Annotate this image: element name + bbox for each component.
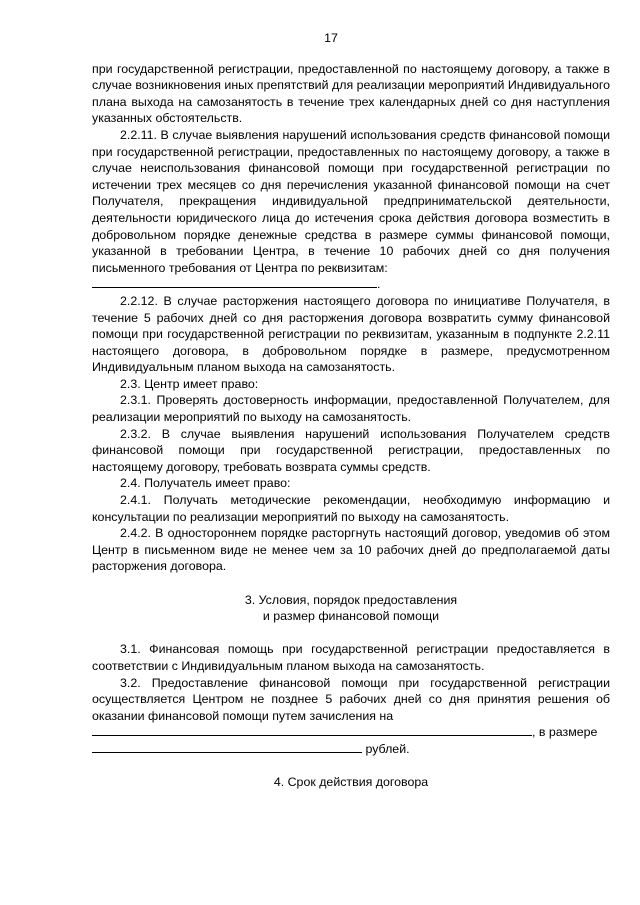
requisites-blank-line: . [92, 276, 610, 293]
account-blank-line [92, 724, 610, 741]
paragraph-2-3-2: 2.3.2. В случае выявления нарушений использования Получателем средств финансовой помощи при государственной регистрации, предоставленных по настоящему договору, требовать возврата суммы средств. [92, 426, 610, 474]
paragraph-2-3-1: 2.3.1. Проверять достоверность информации, предоставленной Получателем, для реализации мероприятий по выходу на самозанятость. [92, 393, 610, 425]
paragraph-2-4-2: 2.4.2. В одностороннем порядке расторгнуть настоящий договор, уведомив об этом Центр в письменном виде не менее чем за 10 рабочих дней до предполагаемой даты расторжения договора. [92, 526, 610, 574]
section-3-heading-line-1: 3. Условия, порядок предоставления [244, 592, 458, 607]
section-4-heading: 4. Срок действия договора [273, 775, 429, 790]
spacer [92, 625, 610, 642]
page-number: 17 [324, 31, 338, 45]
rubles-label: рублей. [365, 741, 410, 756]
paragraph-2-4: 2.4. Получатель имеет право: [120, 476, 291, 491]
paragraph-3-1: 3.1. Финансовая помощь при государственной регистрации предоставляется в соответствии с Индивидуальным планом выхода на самозанятость. [92, 642, 610, 673]
paragraph-continuation: при государственной регистрации, предоставленной по настоящему договору, а также в случае возникновения иных препятствий для реализации мероприятий Индивидуального плана выхода на самозанятость в течение трех календарных дней со дня наступления указанных обстоятельств. [92, 61, 610, 126]
paragraph-2-2-12: 2.2.12. В случае расторжения настоящего договора по инициативе Получателя, в течение 5 рабочих дней со дня расторжения договора возвратить сумму финансовой помощи при государственной регистрации по реквизитам, указанным в подпункте 2.2.11 настоящего договора, в добровольном порядке в размере, предусмотренном Индивидуальным планом выхода на самозанятость. [92, 293, 610, 375]
spacer [92, 575, 610, 592]
paragraph-2-3: 2.3. Центр имеет право: [120, 376, 259, 391]
amount-blank-line [92, 741, 610, 758]
paragraph-3-2: 3.2. Предоставление финансовой помощи при государственной регистрации осуществляется Центром не позднее 5 рабочих дней со дня принятия решения об оказании финансовой помощи путем зачисления на [92, 675, 610, 723]
section-3-heading-line-2: и размер финансовой помощи [262, 609, 440, 624]
spacer [92, 758, 610, 775]
paragraph-2-2-11: 2.2.11. В случае выявления нарушений использования средств финансовой помощи при государственной регистрации, предоставленных по настоящему договору, а также в случае неиспользования финансовой помощи при государственной регистрации по истечении трех месяцев со дня перечисления указанной финансовой помощи на счет Получателя, прекращения индивидуальной предпринимательской деятельности, деятельности юридического лица до истечения срока действия договора возместить в добровольном порядке денежные средства в размере суммы финансовой помощи, указанной в требовании Центра, в течение 10 рабочих дней со дня получения письменного требования от Центра по реквизитам: [92, 127, 610, 275]
amount-label: , в размере [532, 725, 598, 740]
paragraph-2-4-1: 2.4.1. Получать методические рекомендации, необходимую информацию и консультации по реализации мероприятий по выходу на самозанятость. [92, 493, 610, 524]
